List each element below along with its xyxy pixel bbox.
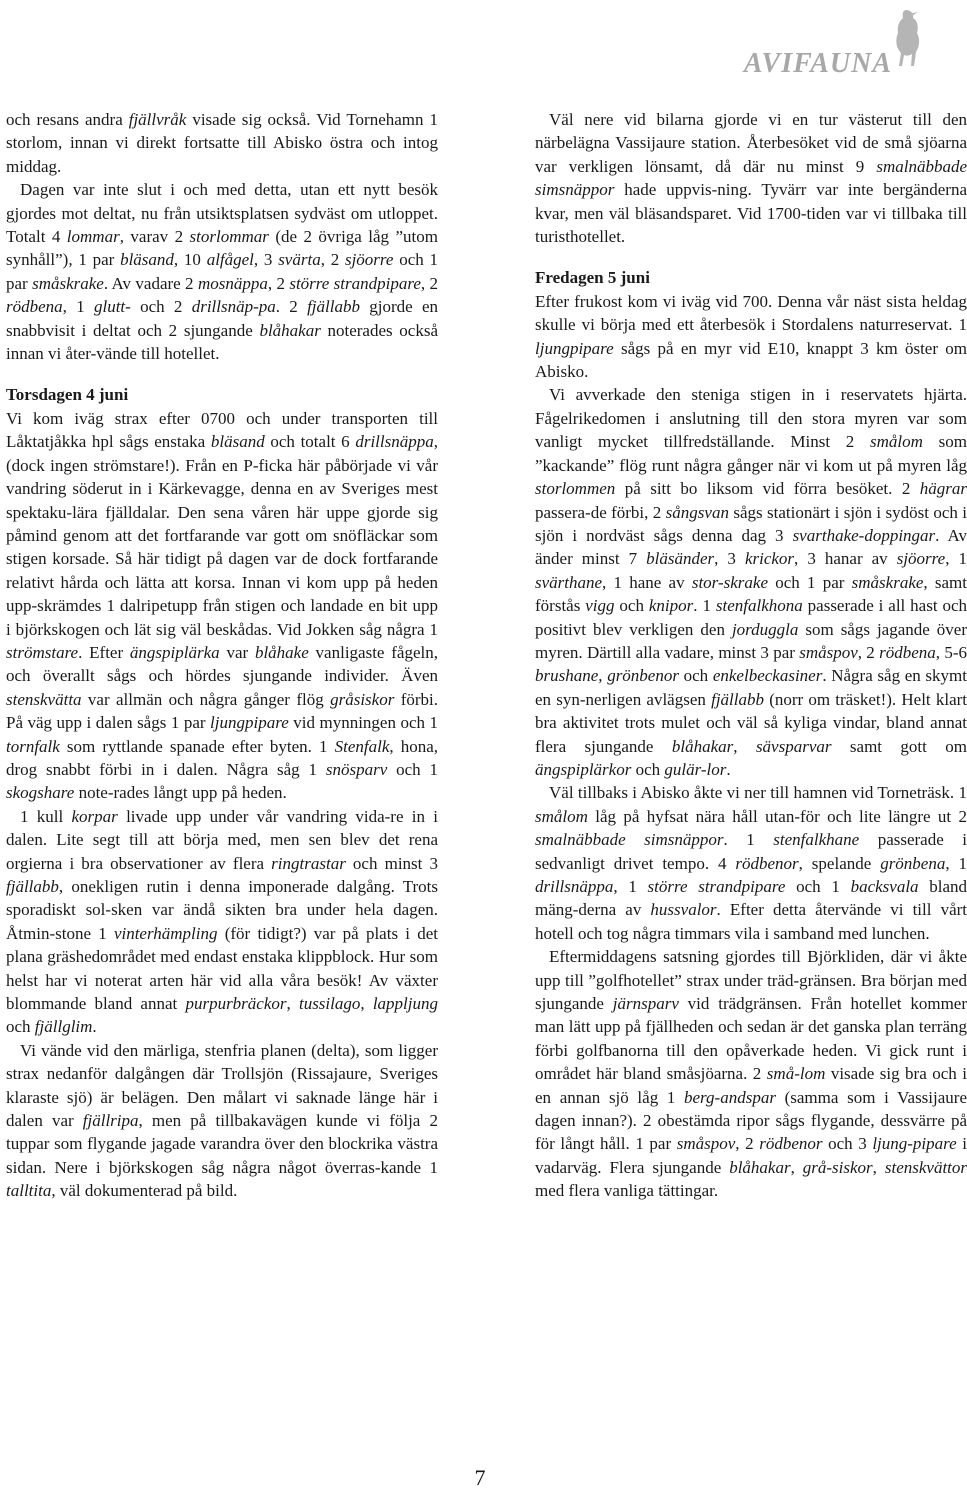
species-name: korpar xyxy=(71,806,118,826)
species-name: fjällvråk xyxy=(128,110,187,129)
species-name: smålom xyxy=(870,432,923,452)
species-name: rödbena xyxy=(879,642,936,662)
species-name: drillsnäp-pa xyxy=(191,297,276,317)
species-name: järnsparv xyxy=(612,994,679,1014)
species-name: småskrake xyxy=(851,572,924,592)
paragraph: Eftermiddagens satsning gjordes till Björkliden, där vi åkte upp till ”golfhotellet” strax under träd-gränsen. Bra början med sjungande järnsparv vid trädgränsen. Från hotellet kommer man lätt upp på fjällheden och sedan är det ganska plan terräng förbi golfbanorna till den opåverkade heden. Vi gick runt i området här bland småsjöarna. 2 små-lom visade sig bra och i en annan sjö låg 1 berg-andspar (samma som i Vassijaure dagen innan?). 2 obestämda ripor sågs flygande, dessvärre på för långt håll. 1 par småspov, 2 rödbenor och 3 ljung-pipare i vadarväg. Flera sjungande blåhakar, grå-siskor, stenskvättor med flera vanliga tättingar. xyxy=(535,947,967,1201)
species-name: sjöorre xyxy=(896,549,946,569)
paragraph: Vi avverkade den steniga stigen in i reservatets hjärta. Fågelrikedomen i anslutning till den stora myren var som vanligt mycket tillfredställande. Minst 2 smålom som ”kackande” flög runt några gånger när vi kom ut på myren låg storlommen på sitt bo liksom vid förra besöket. 2 hägrar passera-de förbi, 2 sångsvan sågs stationärt i sjön i sydöst och i sjön i nordväst sågs denna dag 3 svarthake-doppingar. Av änder minst 7 bläsänder, 3 krickor, 3 hanar av sjöorre, 1 svärthane, 1 hane av stor-skrake och 1 par småskrake, samt förstås vigg och knipor. 1 stenfalkhona passerade i all hast och positivt blev verkligen den jorduggla som sågs jagande över myren. Därtill alla vadare, minst 3 par småspov, 2 rödbena, 5-6 brushane, grönbenor och enkelbeckasiner. Några såg en skymt en syn-nerligen avlägsen fjällabb (norr om träsket!). Helt klart bra aktivitet trots mulet och väl så kyliga vindar, bland annat flera sjungande blåhakar, sävsparvar samt gott om ängspiplärkor och gulär-lor. xyxy=(535,385,967,779)
left-column xyxy=(6,108,438,1203)
species-name: strömstare xyxy=(6,642,79,662)
species-name: småspov xyxy=(799,642,858,662)
species-name: bläsand xyxy=(120,250,174,270)
species-name: storlommar xyxy=(189,227,269,247)
page-number: 7 xyxy=(474,1465,486,1490)
section-heading-friday: Fredagen 5 juni xyxy=(535,268,650,288)
logo-text: AVIFAUNA xyxy=(743,48,892,79)
species-name: smalnäbbade simsnäppor xyxy=(535,830,724,850)
paragraph: Efter frukost kom vi iväg vid 700. Denna vår näst sista heldag skulle vi börja med ett återbesök i Stordalens naturreservat. 1 ljungpipare sågs på en myr vid E10, knappt 3 km öster om Abisko. xyxy=(535,291,967,382)
species-name: små-lom xyxy=(766,1064,826,1084)
section-heading-thursday: Torsdagen 4 juni xyxy=(6,385,129,405)
species-name: stor-skrake xyxy=(691,572,768,592)
species-name: smålom xyxy=(535,806,588,826)
species-name: talltita xyxy=(6,1181,52,1201)
species-name: brushane xyxy=(535,666,599,686)
species-name: sävsparvar xyxy=(755,736,832,756)
species-name: sångsvan xyxy=(665,502,729,522)
paragraph: Vi vände vid den märliga, stenfria planen (delta), som ligger strax nedanför dalgången där Trollsjön (Rissajaure, Sveriges klaraste sjö) är belägen. Den målart vi saknade länge här i dalen var fjällripa, men på tillbakavägen kunde vi följa 2 tuppar som flygande jagade varandra över den blockrika västra sidan. Nere i björkskogen såg några något överras-kande 1 talltita, väl dokumenterad på bild. xyxy=(6,1040,438,1201)
species-name: större strandpipare xyxy=(289,273,421,293)
species-name: stenskvättor xyxy=(884,1157,967,1177)
species-name: småskrake xyxy=(32,273,104,293)
species-name: lappljung xyxy=(372,994,438,1014)
species-name: bläsänder xyxy=(646,549,715,569)
species-name: alfågel xyxy=(206,250,254,270)
species-name: berg-andspar xyxy=(684,1087,776,1107)
species-name: smalnäbbade simsnäppor xyxy=(535,156,967,200)
species-name: grönbenor xyxy=(607,666,679,686)
species-name: backsvala xyxy=(850,877,919,896)
species-name: storlommen xyxy=(535,479,616,499)
species-name: grå-siskor xyxy=(802,1157,873,1177)
species-name: svarthake-doppingar xyxy=(792,525,936,545)
species-name: grönbena xyxy=(880,853,946,873)
species-name: småspov xyxy=(676,1134,736,1154)
paragraph: och resans andra fjällvråk visade sig också. Vid Tornehamn 1 storlom, innan vi direkt fortsatte till Abisko östra och intog middag. xyxy=(6,110,439,176)
avifauna-logo xyxy=(700,8,930,78)
species-name: skogshare xyxy=(6,783,75,803)
species-name: fjällripa xyxy=(82,1111,139,1131)
species-name: fjällabb xyxy=(307,297,360,317)
species-name: gulär-lor xyxy=(664,759,727,779)
species-name: större strandpipare xyxy=(647,877,786,896)
species-name: stenskvätta xyxy=(6,689,82,709)
species-name: ljungpipare xyxy=(210,713,289,733)
species-name: svärta xyxy=(278,250,321,270)
species-name: krickor xyxy=(744,549,795,569)
species-name: Stenfalk xyxy=(334,736,390,756)
paragraph: Vi kom iväg strax efter 0700 och under transporten till Låktatjåkka hpl sågs enstaka bläsand och totalt 6 drillsnäppa, (dock ingen strömstare!). Från en P-ficka här påbörjade vi vår vandring söderut in i Kärkevagge, denna en av Sveriges mest spektaku-lära fjälldalar. Den sena våren här uppe gjorde sig påmind genom att det fortfarande var gott om snöfläckar som stigen korsade. Så här tidigt på dagen var de dock fortfarande relativt hårda och lätta att korsa. Innan vi kom upp på heden upp-skrämdes 1 dalripetupp från stigen och landade en bit upp i björkskogen och lät sig väl beskådas. Vid Jokken såg några 1 strömstare. Efter ängspiplärka var blåhake vanligaste fågeln, och överallt sågs och hördes sjungande individer. Även stenskvätta var allmän och några gånger flög gråsiskor förbi. På väg upp i dalen sågs 1 par ljungpipare vid mynningen och 1 tornfalk som ryttlande spanade efter byten. 1 Stenfalk, hona, drog snabbt förbi in i dalen. Några såg 1 snösparv och 1 skogshare note-rades långt upp på heden. xyxy=(6,408,439,803)
paragraph: Dagen var inte slut i och med detta, utan ett nytt besök gjordes mot deltat, nu från utsiktsplatsen sydväst om utloppet. Totalt 4 lommar, varav 2 storlommar (de 2 övriga låg ”utom synhåll”), 1 par bläsand, 10 alfågel, 3 svärta, 2 sjöorre och 1 par småskrake. Av vadare 2 mosnäppa, 2 större strandpipare, 2 rödbena, 1 glutt- och 2 drillsnäp-pa. 2 fjällabb gjorde en snabbvisit i deltat och 2 sjungande blåhakar noterades också innan vi åter-vände till hotellet. xyxy=(6,180,439,364)
species-name: rödbenor xyxy=(759,1134,823,1154)
species-name: tussilago xyxy=(298,994,361,1014)
species-name: blåhakar xyxy=(259,320,321,340)
species-name: fjällabb xyxy=(711,689,764,709)
species-name: lommar xyxy=(66,227,120,247)
species-name: blåhakar xyxy=(671,736,734,756)
species-name: ängspiplärka xyxy=(129,642,220,662)
species-name: knipor xyxy=(648,596,694,616)
species-name: ringtrastar xyxy=(271,853,346,873)
species-name: fjällglim xyxy=(34,1017,93,1037)
species-name: tornfalk xyxy=(6,736,60,756)
paragraph: 1 kull korpar livade upp under vår vandring vida-re in i dalen. Lite segt till att börja med, men sen blev det rena orgierna i bra observationer av flera ringtrastar och minst 3 fjällabb, onekligen rutin i denna imponerade dalgång. Trots sporadiskt sol-sken var ändå sikten bra under hela dagen. Åtmin-stone 1 vinterhämpling (för tidigt?) var på plats i det plana gräshedområdet med endast enstaka klippblock. Hur som helst har vi noterat arten här vid alla våra besök! Av växter blommande bland annat purpurbräckor, tussilago, lappljung och fjällglim. xyxy=(6,806,438,1037)
species-name: svärthane xyxy=(535,572,603,592)
species-name: glutt- xyxy=(93,297,131,317)
species-name: sjöorre xyxy=(344,250,394,270)
species-name: ljung-pipare xyxy=(872,1134,957,1154)
species-name: vinterhämpling xyxy=(113,923,218,943)
species-name: mosnäppa xyxy=(197,273,268,293)
species-name: fjällabb xyxy=(6,877,59,896)
species-name: purpurbräckor xyxy=(185,994,287,1014)
paragraph: Väl tillbaks i Abisko åkte vi ner till hamnen vid Torneträsk. 1 smålom låg på hyfsat nära håll utan-för och lite längre ut 2 smalnäbbade simsnäppor. 1 stenfalkhane passerade i sedvanligt drivet tempo. 4 rödbenor, spelande grönbena, 1 drillsnäppa, 1 större strandpipare och 1 backsvala bland mäng-derna av hussvalor. Efter detta återvände vi till vårt hotell och tog några timmars vila i samband med lunchen. xyxy=(535,783,967,943)
species-name: jorduggla xyxy=(731,619,799,639)
species-name: stenfalkhona xyxy=(715,596,803,616)
species-name: hussvalor xyxy=(650,900,717,920)
species-name: snösparv xyxy=(325,759,388,779)
species-name: ängspiplärkor xyxy=(535,759,632,779)
species-name: rödbena xyxy=(6,297,63,317)
species-name: enkelbeckasiner xyxy=(712,666,823,686)
species-name: vigg xyxy=(585,596,615,616)
species-name: bläsand xyxy=(210,432,265,452)
species-name: blåhake xyxy=(254,642,309,662)
species-name: ljungpipare xyxy=(535,338,614,358)
species-name: stenfalkhane xyxy=(773,830,860,850)
species-name: rödbenor xyxy=(735,853,799,873)
species-name: drillsnäppa xyxy=(355,432,434,452)
species-name: hägrar xyxy=(919,479,967,499)
species-name: gråsiskor xyxy=(330,689,395,709)
right-column xyxy=(535,108,967,1203)
species-name: blåhakar xyxy=(729,1157,791,1177)
species-name: drillsnäppa xyxy=(535,877,614,896)
page-header xyxy=(0,0,960,90)
paragraph: Väl nere vid bilarna gjorde vi en tur västerut till den närbelägna Vassijaure station. Återbesöket vid de små sjöarna var verkligen lönsamt, då där nu minst 9 smalnäbbade simsnäppor hade uppvis-ning. Tyvärr var inte bergänderna kvar, men väl bläsandsparet. Vid 1700-tiden var vi tillbaka till turisthotellet. xyxy=(535,110,967,247)
